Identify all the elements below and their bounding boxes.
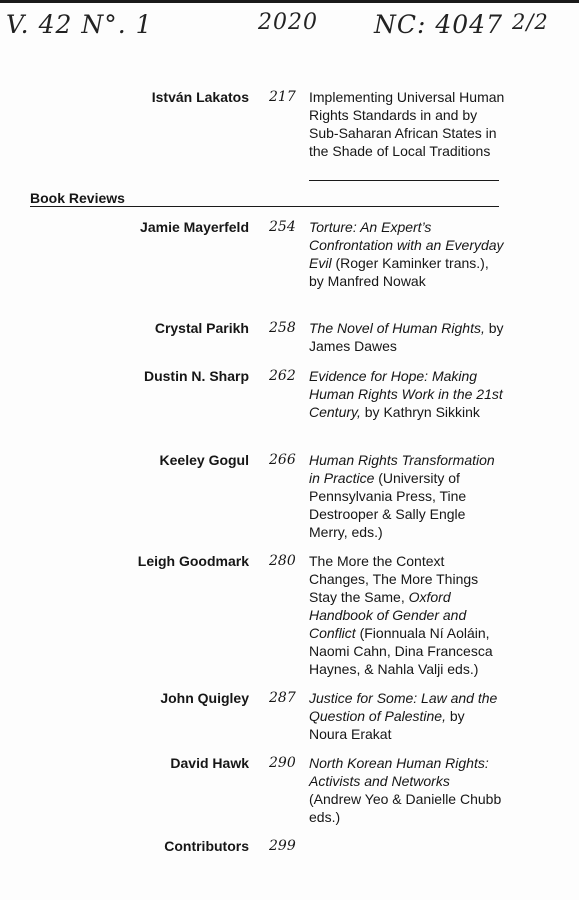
entry-title-italic: Torture: An Expert’s Confrontation with an Everyday Evil — [309, 219, 504, 271]
entry-page: 280 — [269, 553, 296, 569]
entry-title — [309, 552, 505, 678]
entry-author: Keeley Gogul — [159, 452, 249, 468]
entry-page: 266 — [269, 452, 296, 468]
entry-title-rest: by Noura Erakat — [309, 708, 465, 742]
entry-author: István Lakatos — [151, 89, 249, 105]
handwritten-volume-note: V. 42 N°. 1 — [6, 10, 153, 39]
entry-page: 217 — [269, 89, 296, 105]
handwritten-year-note: 2020 — [258, 10, 318, 35]
entry-title-rest: (University of Pennsylvania Press, Tine Destrooper & Sally Engle Merry, eds.) — [309, 470, 467, 540]
entry-page: 262 — [269, 368, 296, 384]
entry-title-italic: Evidence for Hope: Making Human Rights Work in the 21st Century, — [309, 368, 503, 420]
entry-title-rest: (Roger Kaminker trans.), by Manfred Nowak — [309, 255, 489, 289]
entry-author: Jamie Mayerfeld — [140, 219, 249, 235]
entry-title — [309, 319, 505, 355]
section-heading-book-reviews: Book Reviews — [30, 190, 125, 206]
entry-title — [309, 451, 505, 541]
entry-page: 254 — [269, 219, 296, 235]
contributors-label: Contributors — [164, 838, 249, 854]
top-edge-rule — [0, 0, 579, 3]
entry-title-rest: (Andrew Yeo & Danielle Chubb eds.) — [309, 791, 502, 825]
entry-title-italic: Justice for Some: Law and the Question of Palestine, — [309, 690, 498, 724]
handwritten-call-number: NC: 4047 — [374, 10, 503, 39]
entry-author: Dustin N. Sharp — [143, 368, 249, 384]
entry-title-italic: Human Rights Transformation in Practice — [309, 452, 495, 486]
entry-page: 290 — [269, 755, 296, 771]
entry-title — [309, 689, 505, 743]
entry-page: 258 — [269, 320, 296, 336]
entry-author: Crystal Parikh — [154, 320, 249, 336]
entry-title-rest: by Kathryn Sikkink — [360, 404, 480, 420]
entry-title-italic: Oxford Handbook of Gender and Conflict — [309, 589, 467, 641]
entry-title-rest: by James Dawes — [309, 320, 504, 354]
entry-author: John Quigley — [160, 690, 249, 706]
entry-title — [309, 754, 505, 826]
entry-author: Leigh Goodmark — [137, 553, 249, 569]
entry-title-pre: The More the Context Changes, The More Things Stay the Same, — [309, 553, 479, 605]
entry-title-rest: (Fionnuala Ní Aoláin, Naomi Cahn, Dina Francesca Haynes, & Nahla Valji eds.) — [309, 625, 493, 677]
entry-page: 287 — [269, 690, 296, 706]
article-end-rule — [309, 180, 499, 181]
handwritten-part-note: 2/2 — [512, 10, 549, 34]
entry-title — [309, 367, 505, 421]
entry-author: David Hawk — [170, 755, 249, 771]
entry-title: Implementing Universal Human Rights Standards in and by Sub-Saharan African States in the Shade of Local Traditions — [309, 89, 505, 159]
entry-title — [309, 218, 505, 290]
entry-title-italic: The Novel of Human Rights, — [309, 320, 485, 336]
contributors-page: 299 — [269, 838, 296, 854]
entry-title-italic: North Korean Human Rights: Activists and Networks — [309, 755, 489, 789]
section-rule — [30, 206, 499, 207]
